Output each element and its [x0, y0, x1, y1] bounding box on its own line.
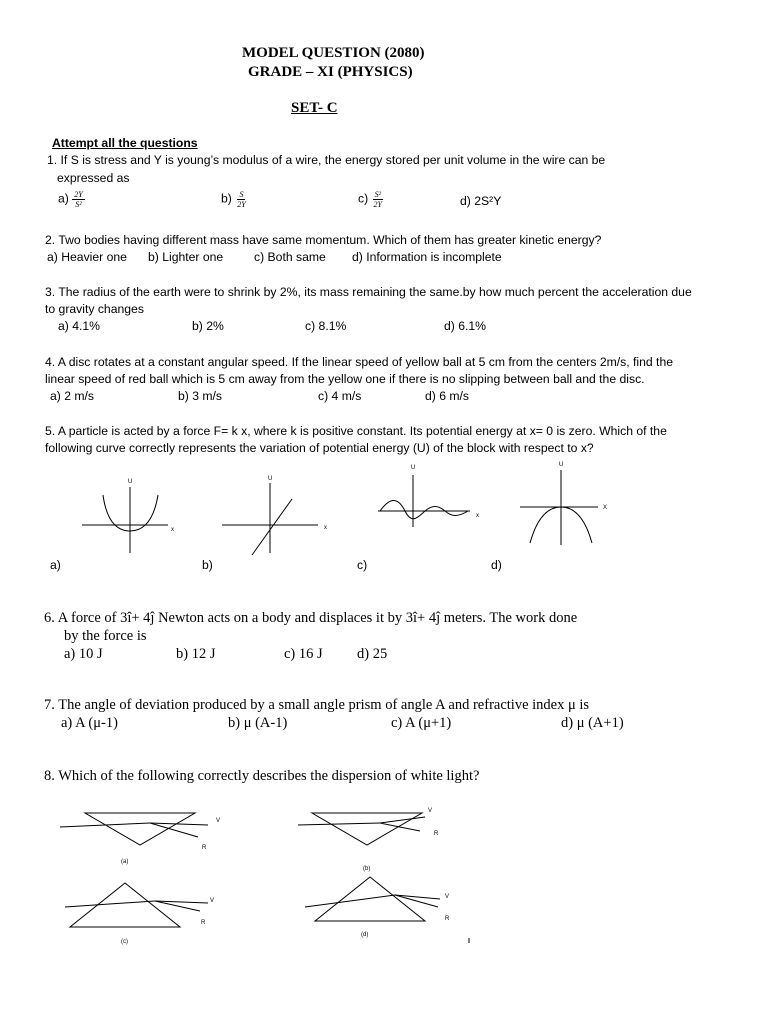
numerator: S: [239, 190, 244, 199]
question-6-option-d: d) 25: [357, 646, 388, 662]
prism-a: [85, 813, 195, 845]
prism-b: [312, 813, 422, 845]
graph-c: [378, 475, 470, 527]
question-3-option-c: c) 8.1%: [305, 319, 347, 333]
violet-label-b: V: [428, 808, 433, 814]
question-1-text-cont: expressed as: [57, 171, 130, 185]
fraction: [72, 190, 84, 209]
question-2-option-c: c) Both same: [254, 250, 326, 264]
question-4-option-b: b) 3 m/s: [178, 389, 223, 403]
question-4-text: 4. A disc rotates at a constant angular speed. If the linear speed of yellow ball at 5 cm from the centers 2m/s, find the: [45, 355, 673, 369]
question-4-option-a: a) 2 m/s: [50, 389, 95, 403]
question-7-option-d: d) μ (A+1): [561, 715, 624, 731]
violet-ray-a: [150, 823, 208, 825]
violet-ray-b: [380, 817, 425, 823]
question-6-text-cont: by the force is: [64, 628, 147, 644]
graph-a-x-label: x: [171, 527, 174, 533]
graph-b-line: [252, 499, 292, 555]
caption-b: (b): [363, 866, 371, 872]
question-4-option-c: c) 4 m/s: [318, 389, 362, 403]
fraction: [235, 190, 247, 209]
question-2-option-b: b) Lighter one: [148, 250, 224, 264]
red-label-c: R: [201, 920, 206, 926]
question-8-text: 8. Which of the following correctly describes the dispersion of white light?: [44, 768, 480, 784]
question-7-option-b: b) μ (A-1): [228, 715, 288, 731]
incident-ray-a: [60, 823, 150, 827]
fraction: [372, 190, 384, 209]
graph-d: [520, 470, 598, 545]
question-1-option-c: [358, 190, 384, 209]
option-label: b): [221, 191, 232, 206]
violet-label-d: V: [445, 894, 450, 900]
incident-ray-d: [305, 895, 395, 907]
red-label-b: R: [434, 831, 439, 837]
incident-ray-b: [298, 823, 380, 825]
grade-subject: GRADE – XI (PHYSICS): [248, 64, 413, 80]
red-label-a: R: [202, 845, 207, 851]
prism-diagram-c: [65, 883, 208, 927]
option-label: a): [58, 191, 69, 206]
question-3-text: 3. The radius of the earth were to shrink by 2%, its mass remaining the same.by how much percent the acceleration due: [45, 285, 692, 299]
caption-d: (d): [361, 932, 369, 938]
question-2-option-a: a) Heavier one: [47, 250, 127, 264]
question-7-text: 7. The angle of deviation produced by a small angle prism of angle A and refractive index μ is: [44, 697, 590, 713]
question-5-option-b: b): [202, 558, 213, 572]
option-label: c): [358, 191, 369, 206]
question-5-option-a: a): [50, 558, 61, 572]
caption-a: (a): [121, 859, 129, 865]
prism-c: [70, 883, 180, 927]
question-6-text: 6. A force of 3î+ 4ĵ Newton acts on a body and displaces it by 3î+ 4ĵ meters. The work done: [44, 610, 578, 626]
graph-b-x-label: x: [324, 525, 327, 531]
denominator: 2Y: [237, 200, 246, 209]
set-label: SET- C: [291, 100, 338, 116]
potential-energy-graphs: [0, 455, 768, 595]
graph-a-u-label: U: [128, 479, 133, 485]
numerator: 2Y: [74, 190, 83, 199]
violet-label-c: V: [210, 898, 215, 904]
question-3-option-d: d) 6.1%: [444, 319, 487, 333]
prism-diagrams: [50, 795, 530, 955]
question-5-text: 5. A particle is acted by a force F= k x, where k is positive constant. Its potential energy at x= 0 is zero. Which of the: [45, 424, 667, 438]
question-6-option-a: a) 10 J: [64, 646, 103, 662]
question-4-option-d: d) 6 m/s: [425, 389, 470, 403]
question-5-option-d: d): [491, 558, 502, 572]
question-1-option-d: d) 2S²Y: [460, 194, 502, 208]
graph-d-x-label: X: [603, 505, 608, 511]
question-5-text-cont: following curve correctly represents the variation of potential energy (U) of the block with respect to x?: [45, 441, 594, 455]
red-ray-b: [380, 823, 420, 831]
prism-diagram-b: [298, 813, 425, 845]
caption-c: (c): [121, 939, 128, 945]
question-4-text-cont: linear speed of red ball which is 5 cm away from the yellow one if there is no slipping between ball and the disc.: [45, 372, 645, 386]
question-2-option-d: d) Information is incomplete: [352, 250, 502, 264]
question-3-text-cont: to gravity changes: [45, 302, 144, 316]
prism-diagram-a: [60, 813, 208, 845]
question-3-option-b: b) 2%: [192, 319, 224, 333]
question-6-option-b: b) 12 J: [176, 646, 216, 662]
graph-d-u-label: U: [559, 462, 564, 468]
incident-ray-c: [65, 901, 155, 907]
graph-c-u-label: U: [411, 465, 416, 471]
question-1-text: 1. If S is stress and Y is young’s modulus of a wire, the energy stored per unit volume in the wire can be: [47, 153, 606, 167]
question-3-option-a: a) 4.1%: [58, 319, 101, 333]
question-7-option-c: c) A (μ+1): [391, 715, 452, 731]
graph-b: [222, 483, 318, 555]
question-5-option-c: c): [357, 558, 368, 572]
question-1-option-a: [58, 190, 85, 209]
question-6-option-c: c) 16 J: [284, 646, 323, 662]
red-label-d: R: [445, 916, 450, 922]
exam-title: MODEL QUESTION (2080): [242, 45, 425, 61]
question-2-text: 2. Two bodies having different mass have same momentum. Which of them has greater kinetic energy?: [45, 233, 602, 247]
graph-c-curve: [380, 501, 468, 519]
graph-c-x-label: x: [476, 513, 479, 519]
graph-a: [82, 487, 168, 553]
question-7-option-a: a) A (μ-1): [61, 715, 118, 731]
denominator: 2Y: [373, 200, 382, 209]
instructions: Attempt all the questions: [52, 136, 198, 150]
denominator: S²: [75, 200, 82, 209]
graph-b-u-label: U: [268, 476, 273, 482]
question-1-option-b: [221, 190, 248, 209]
numerator: S²: [374, 190, 381, 199]
prism-diagram-d: [305, 877, 440, 921]
violet-label-a: V: [216, 818, 221, 824]
